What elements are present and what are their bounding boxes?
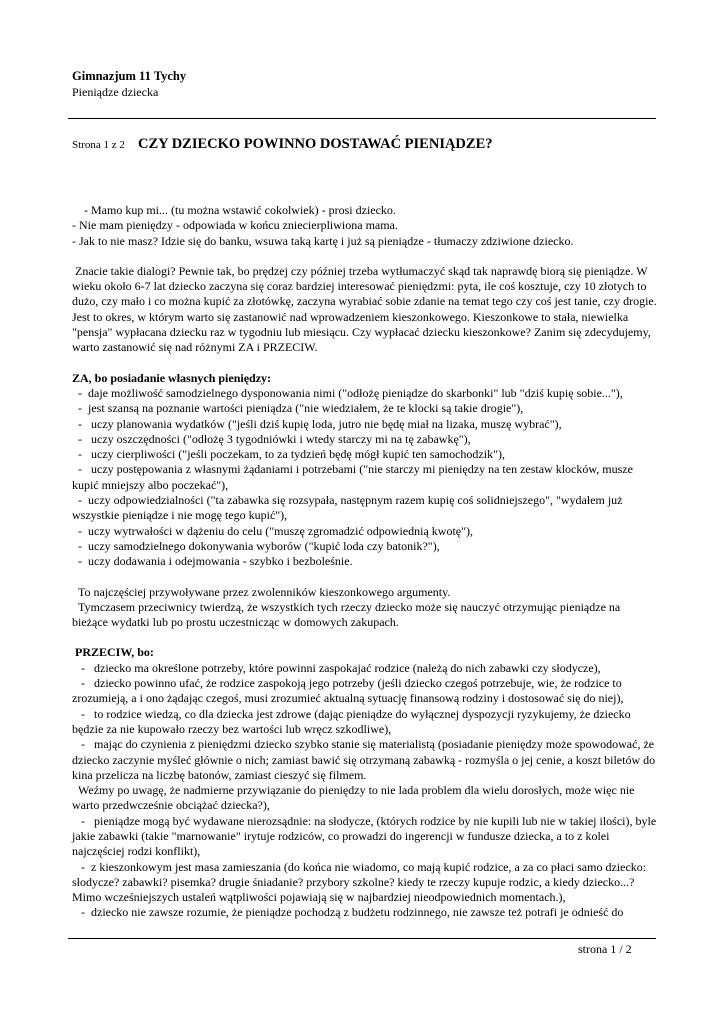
przeciw-item: - z kieszonkowym jest masa zamieszania (do końca nie wiadomo, co mają kupić rodzice, a za co płaci samo dziecko: słodycze? zabawki? pisemka? drugie śniadanie? przybory szkolne? kiedy te rzeczy kupuje rodzic, a kiedy dziecko...? Mimo wcześniejszych ustaleń wątpliwości pojawiają się w najbardziej nieodpowiednich momentach.), — [72, 859, 650, 905]
dialogue-line: - Mamo kup mi... (tu można wstawić cokolwiek) - prosi dziecko. — [72, 203, 396, 217]
dialogue-line: - Jak to nie masz? Idzie się do banku, wsuwa taką kartę i już są pieniądze - tłumaczy zdziwione dziecko. — [72, 233, 574, 248]
document-subject: Pieniądze dziecka — [72, 85, 159, 99]
school-name: Gimnazjum 11 Tychy — [72, 69, 187, 83]
za-item: - uczy oszczędności ("odłożę 3 tygodniówki i wtedy starczy mi na tę zabawkę"), — [72, 431, 471, 446]
header-divider — [68, 118, 656, 119]
page-indicator: Strona 1 z 2 — [72, 139, 125, 151]
przeciw-item: - to rodzice wiedzą, co dla dziecka jest zdrowe (dając pieniądze do wyłącznej dyspozycji ryzykujemy, że dziecko będzie za nie kupowało rzeczy bez wartości lub wręcz szkodliwe), — [72, 706, 634, 736]
za-item: - uczy odpowiedzialności ("ta zabawka się rozsypała, następnym razem kupię coś solidniejszego", "wydałem już wszystkie pieniądze i nie mogę tego kupić"), — [72, 493, 626, 523]
przeciw-item: - dziecko powinno ufać, że rodzice zaspokoją jego potrzeby (jeśli dziecko czegoś potrzebuje, wie, że rodzice to zrozumieją, a i ono żądając czegoś, musi zrozumieć aktualną sytuację finansową rodziny i dostosować się do niej), — [72, 676, 625, 706]
przeciw-item: - dziecko nie zawsze rozumie, że pieniądze pochodzą z budżetu rodzinnego, nie zawsze też potrafi je odnieść do — [72, 905, 624, 920]
transition-line: To najczęściej przywoływane przez zwolenników kieszonkowego argumenty. — [72, 584, 451, 599]
za-item: - uczy cierpliwości ("jeśli poczekam, to za tydzień będę mógł kupić ten samochodzik"), — [72, 447, 505, 462]
document-title: CZY DZIECKO POWINNO DOSTAWAĆ PIENIĄDZE? — [138, 136, 493, 152]
transition-line: Tymczasem przeciwnicy twierdzą, że wszystkich tych rzeczy dziecko może się nauczyć otrzymując pieniądze na bieżące wydatki lub po prostu uczestnicząc w domowych zakupach. — [72, 599, 624, 630]
za-item: - uczy planowania wydatków ("jeśli dziś kupię loda, jutro nie będę miał na lizaka, muszę wybrać"), — [72, 416, 562, 431]
za-item: - uczy wytrwałości w dążeniu do celu ("muszę zgromadzić odpowiednią kwotę"), — [72, 523, 473, 538]
za-item: - jest szansą na poznanie wartości pieniądza ("nie wiedziałem, że te klocki są takie drogie"), — [72, 401, 524, 416]
przeciw-item: - pieniądze mogą być wydawane nierozsądnie: na słodycze, (których rodzice by nie kupili lub nie w takiej ilości), byle jakie zabawki (takie "marnowanie" irytuje rodziców, co prowadzi do ingerencji w fundusze dziecka, a to z kolei najczęściej rodzi konflikt), — [72, 813, 660, 859]
przeciw-item: - mając do czynienia z pieniędzmi dziecko szybko stanie się materialistą (posiadanie pieniędzy może spowodować, że dziecko zaczynie myśleć głównie o nich; zamiast bawić się otrzymaną zabawką - rozmyśla o jej cenie, a koszt biletów do kina przelicza na liczbę batonów, zamiast cieszyć się filmem. — [72, 737, 659, 782]
footer-divider — [68, 938, 656, 939]
przeciw-item: - dziecko ma określone potrzeby, które powinni zaspokajać rodzice (należą do nich zabawki czy słodycze), — [72, 660, 601, 675]
za-item: - uczy samodzielnego dokonywania wyborów ("kupić loda czy batonik?"), — [72, 538, 440, 553]
document-body — [72, 203, 660, 921]
za-heading: ZA, bo posiadanie własnych pieniędzy: — [72, 370, 272, 385]
footer-page-number: strona 1 / 2 — [578, 942, 632, 956]
za-item: - uczy dodawania i odejmowania - szybko i bezboleśnie. — [72, 554, 353, 569]
dialogue-line: - Nie mam pieniędzy - odpowiada w końcu zniecierpliwiona mama. — [72, 218, 398, 233]
przeciw-item: Weźmy po uwagę, że nadmierne przywiązanie do pieniędzy to nie lada problem dla wielu dorosłych, może więc nie warto przedwcześnie obciążać dziecka?), — [72, 783, 638, 813]
za-item: - uczy postępowania z własnymi żądaniami i potrzebami ("nie starczy mi pieniędzy na ten zestaw klocków, musze kupić mniejszy albo poczekać"), — [72, 462, 636, 492]
za-item: - daje możliwość samodzielnego dysponowania nimi ("odłożę pieniądze do skarbonki" lub "dziś kupię sobie..."), — [72, 385, 623, 400]
przeciw-heading: PRZECIW, bo: — [72, 645, 154, 660]
intro-paragraph: Znacie takie dialogi? Pewnie tak, bo prędzej czy później trzeba wytłumaczyć skąd tak naprawdę biorą się pieniądze. W wieku około 6-7 lat dziecko zaczyna się coraz bardziej interesować pieniędzmi: pyta, ile coś kosztuje, czy 10 złotych to dużo, czy mało i co można kupić za złotówkę, zaczyna wyrabiać sobie zdanie na temat tego czy coś jest tanie, czy drogie. Jest to okres, w którym warto się zastanowić nad wprowadzeniem kieszonkowego. Kieszonkowe to stała, niewielka "pensja" wypłacana dziecku raz w tygodniu lub miesiącu. Czy wypłacać dziecku kieszonkowe? Zanim się zdecydujemy, warto zastanowić się nad różnymi ZA i PRZECIW. — [72, 263, 660, 355]
